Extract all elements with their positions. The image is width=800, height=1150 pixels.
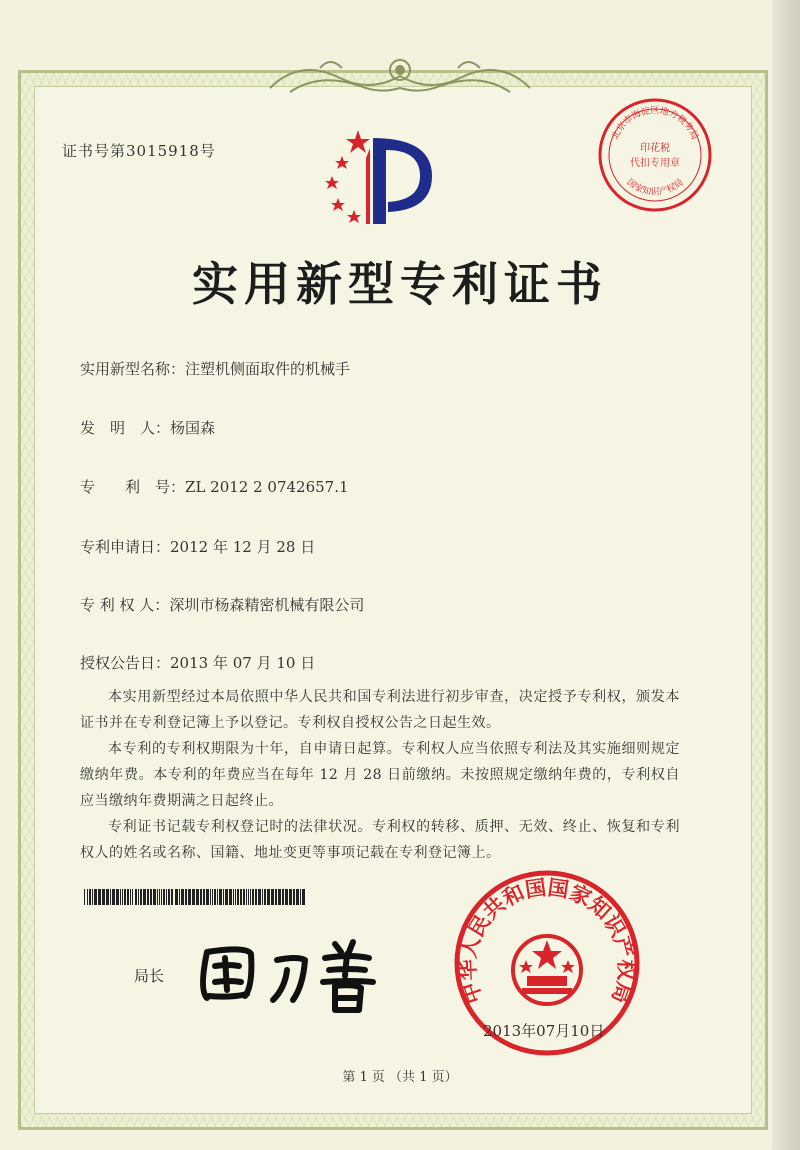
barcode-bar	[127, 889, 129, 905]
barcode-bar	[264, 889, 266, 905]
field-label: 授权公告日：	[80, 654, 171, 672]
barcode-bar	[175, 889, 178, 905]
field-label: 专利申请日：	[80, 538, 171, 556]
field-label: 发 明 人：	[80, 419, 171, 437]
legal-paragraph: 本实用新型经过本局依照中华人民共和国专利法进行初步审查，决定授予专利权，颁发本证书并在专利登记簿上予以登记。专利权自授权公告之日起生效。	[80, 689, 680, 731]
barcode-bar	[233, 889, 234, 905]
barcode-bar	[106, 889, 109, 905]
barcode-bar	[240, 889, 242, 905]
barcode-bar	[302, 889, 305, 905]
page-title: 实用新型专利证书	[192, 257, 608, 311]
barcode-bar	[271, 889, 274, 905]
barcode-bar	[206, 889, 209, 905]
barcode-bar	[150, 889, 152, 905]
barcode-bar	[122, 889, 123, 905]
barcode-bar	[289, 889, 292, 905]
barcode-bar	[132, 889, 133, 905]
barcode-bar	[214, 889, 216, 905]
barcode-bar	[258, 889, 261, 905]
cnipa-logo	[318, 128, 436, 228]
barcode-bar	[192, 889, 195, 905]
star-icon	[325, 130, 370, 223]
barcode-bar	[188, 889, 191, 905]
director-label: 局长	[134, 967, 165, 985]
barcode-bar	[179, 889, 180, 905]
barcode-bar	[185, 889, 187, 905]
field-value: 注塑机侧面取件的机械手	[185, 360, 351, 378]
barcode-bar	[87, 889, 88, 905]
barcode-bar	[267, 889, 270, 905]
barcode-bar	[147, 889, 149, 905]
barcode-bar	[124, 889, 126, 905]
seal-arc-text: 北京市海淀区地方税务局	[610, 106, 700, 142]
barcode-bar	[84, 889, 85, 905]
barcode-bar	[116, 889, 119, 905]
barcode-bar	[255, 889, 257, 905]
barcode-bar	[140, 889, 142, 905]
barcode-bar	[102, 889, 105, 905]
barcode-bar	[157, 889, 158, 905]
barcode-bar	[171, 889, 173, 905]
barcode-bar	[250, 889, 251, 905]
seal-center-line: 代扣专用章	[630, 158, 680, 169]
barcode-bar	[110, 889, 111, 905]
barcode-bar	[159, 889, 160, 905]
field-label: 实用新型名称：	[80, 360, 186, 378]
barcode-bar	[120, 889, 121, 905]
grant-date-field	[80, 652, 315, 673]
legal-paragraph: 本专利的专利权期限为十年，自申请日起算。专利权人应当依照专利法及其实施细则规定缴纳年费。本专利的年费应当在每年 12 月 28 日前缴纳。未按照规定缴纳年费的，专利权自应当缴纳年费期满之日起终止。	[80, 741, 680, 809]
barcode-bar	[252, 889, 254, 905]
paper-edge	[772, 0, 800, 1150]
barcode-bar	[203, 889, 205, 905]
barcode-bar	[246, 889, 247, 905]
barcode-bar	[138, 889, 139, 905]
barcode-bar	[166, 889, 167, 905]
field-value: 深圳市杨森精密机械有限公司	[169, 596, 365, 614]
top-ornament	[260, 48, 540, 106]
legal-text	[80, 684, 680, 866]
barcode-bar	[225, 889, 228, 905]
svg-text:国家知识产权局	[625, 177, 686, 198]
barcode-bar	[275, 889, 277, 905]
barcode-bar	[229, 889, 232, 905]
seal-bottom-text: 国家知识产权局	[624, 177, 686, 198]
barcode	[84, 889, 306, 905]
barcode-bar	[262, 889, 263, 905]
barcode-bar	[210, 889, 211, 905]
barcode-bar	[217, 889, 218, 905]
barcode-bar	[219, 889, 222, 905]
barcode-bar	[143, 889, 146, 905]
field-label: 专 利 号：	[80, 478, 186, 496]
barcode-bar	[285, 889, 288, 905]
barcode-bar	[130, 889, 131, 905]
page-footer: 第 1 页 （共 1 页）	[342, 1070, 458, 1085]
barcode-bar	[212, 889, 213, 905]
national-emblem-icon	[513, 936, 581, 1004]
seal-center-line: 印花税	[640, 143, 670, 154]
certificate-number: 证书号第3015918号	[62, 142, 216, 160]
barcode-bar	[296, 889, 299, 905]
director-signature	[185, 930, 405, 1020]
barcode-bar	[92, 889, 93, 905]
barcode-bar	[161, 889, 162, 905]
barcode-bar	[243, 889, 245, 905]
barcode-bar	[300, 889, 301, 905]
barcode-bar	[168, 889, 170, 905]
barcode-bar	[278, 889, 281, 905]
barcode-bar	[98, 889, 101, 905]
field-value: ZL 2012 2 0742657.1	[185, 478, 349, 496]
barcode-bar	[293, 889, 295, 905]
barcode-bar	[223, 889, 224, 905]
patent-number-field	[80, 476, 349, 497]
tax-seal	[596, 96, 714, 214]
field-value: 杨国森	[170, 419, 216, 437]
barcode-bar	[237, 889, 239, 905]
barcode-bar	[248, 889, 249, 905]
filing-date-field	[80, 536, 315, 557]
barcode-bar	[235, 889, 236, 905]
field-value: 2012 年 12 月 28 日	[170, 538, 316, 556]
barcode-bar	[94, 889, 97, 905]
barcode-bar	[181, 889, 184, 905]
utility-model-name-field	[80, 358, 350, 379]
seal-arc-text: 中华人民共和国国家知识产权局	[455, 875, 639, 1007]
barcode-bar	[135, 889, 137, 905]
barcode-bar	[282, 889, 284, 905]
field-value: 2013 年 07 月 10 日	[170, 654, 316, 672]
field-label: 专 利 权 人：	[80, 596, 170, 614]
patentee-field	[80, 594, 364, 615]
barcode-bar	[89, 889, 91, 905]
barcode-bar	[112, 889, 115, 905]
barcode-bar	[196, 889, 199, 905]
barcode-bar	[163, 889, 165, 905]
seal-date: 2013年07月10日	[483, 1022, 605, 1040]
inventor-field	[80, 417, 215, 438]
barcode-bar	[200, 889, 202, 905]
barcode-bar	[153, 889, 156, 905]
legal-paragraph: 专利证书记载专利权登记时的法律状况。专利权的转移、质押、无效、终止、恢复和专利权人的姓名或名称、国籍、地址变更等事项记载在专利登记簿上。	[80, 819, 680, 861]
